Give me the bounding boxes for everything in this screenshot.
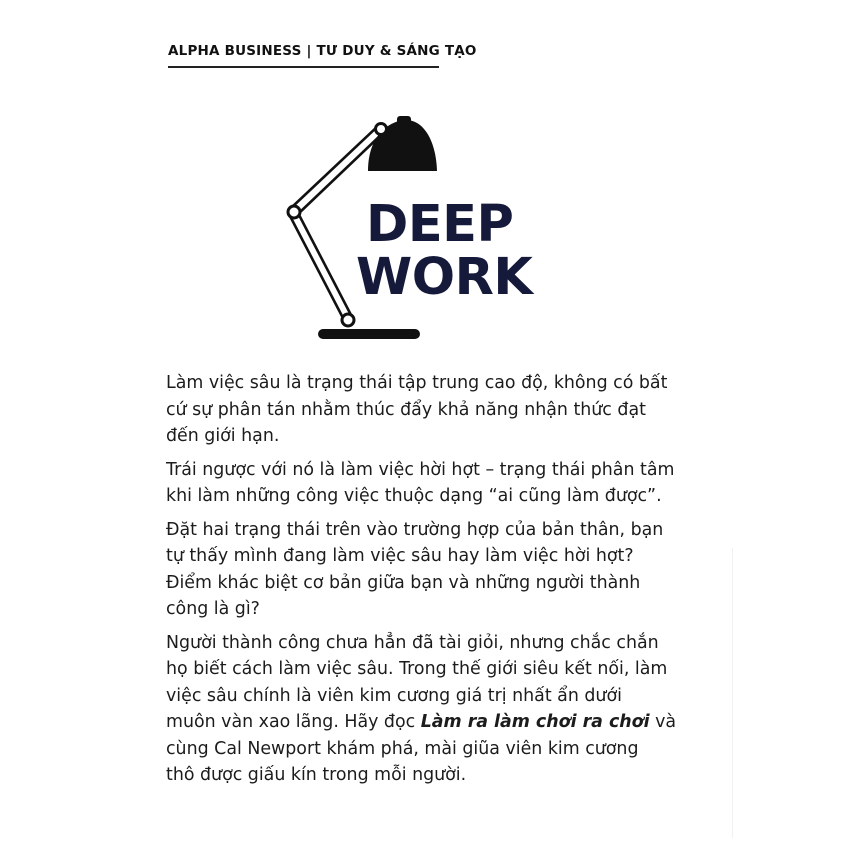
text-line: Trái ngược với nó là làm việc hời hợt – trạng thái phân tâm	[166, 459, 675, 480]
blurb-paragraph-4	[166, 630, 676, 789]
text-line: tự thấy mình đang làm việc sâu hay làm việc hời hợt?	[166, 546, 634, 566]
text-line: khi làm những công việc thuộc dạng “ai cũng làm được”.	[166, 486, 662, 506]
text-fragment: muôn vàn xao lãng. Hãy đọc	[166, 712, 421, 732]
blurb-paragraph-1	[166, 370, 676, 450]
text-line: Điểm khác biệt cơ bản giữa bạn và những người thành	[166, 572, 641, 593]
text-line: họ biết cách làm việc sâu. Trong thế giới siêu kết nối, làm	[166, 659, 668, 679]
page-edge-shadow	[732, 548, 733, 838]
blurb-paragraph-2	[166, 457, 676, 510]
book-title-mention: Làm ra làm chơi ra chơi	[420, 712, 650, 732]
series-header: ALPHA BUSINESS | TƯ DUY & SÁNG TẠO	[168, 43, 477, 59]
text-line: công là gì?	[166, 599, 260, 619]
text-line: cùng Cal Newport khám phá, mài giũa viên kim cương	[166, 738, 639, 759]
lamp-base	[318, 329, 420, 339]
text-line: cứ sự phân tán nhằm thúc đẩy khả năng nhận thức đạt	[166, 399, 646, 420]
text-line: Người thành công chưa hẳn đã tài giỏi, nhưng chắc chắn	[166, 632, 659, 653]
blurb-paragraph-3	[166, 517, 676, 623]
text-line: đến giới hạn.	[166, 426, 280, 446]
text-line	[166, 709, 676, 736]
lamp-lower-arm	[290, 211, 351, 318]
text-line: thô được giấu kín trong mỗi người.	[166, 765, 467, 785]
blurb	[166, 370, 676, 796]
book-title-line-2: WORK	[356, 248, 533, 307]
text-line: việc sâu chính là viên kim cương giá trị nhất ẩn dưới	[166, 685, 622, 706]
book-title-line-1: DEEP	[366, 195, 514, 254]
lamp-shade-neck	[397, 116, 411, 126]
text-fragment: và	[649, 712, 677, 732]
text-line: Làm việc sâu là trạng thái tập trung cao độ, không có bất	[166, 373, 668, 393]
header-divider	[168, 66, 439, 68]
text-line: Đặt hai trạng thái trên vào trường hợp của bản thân, bạn	[166, 519, 664, 540]
